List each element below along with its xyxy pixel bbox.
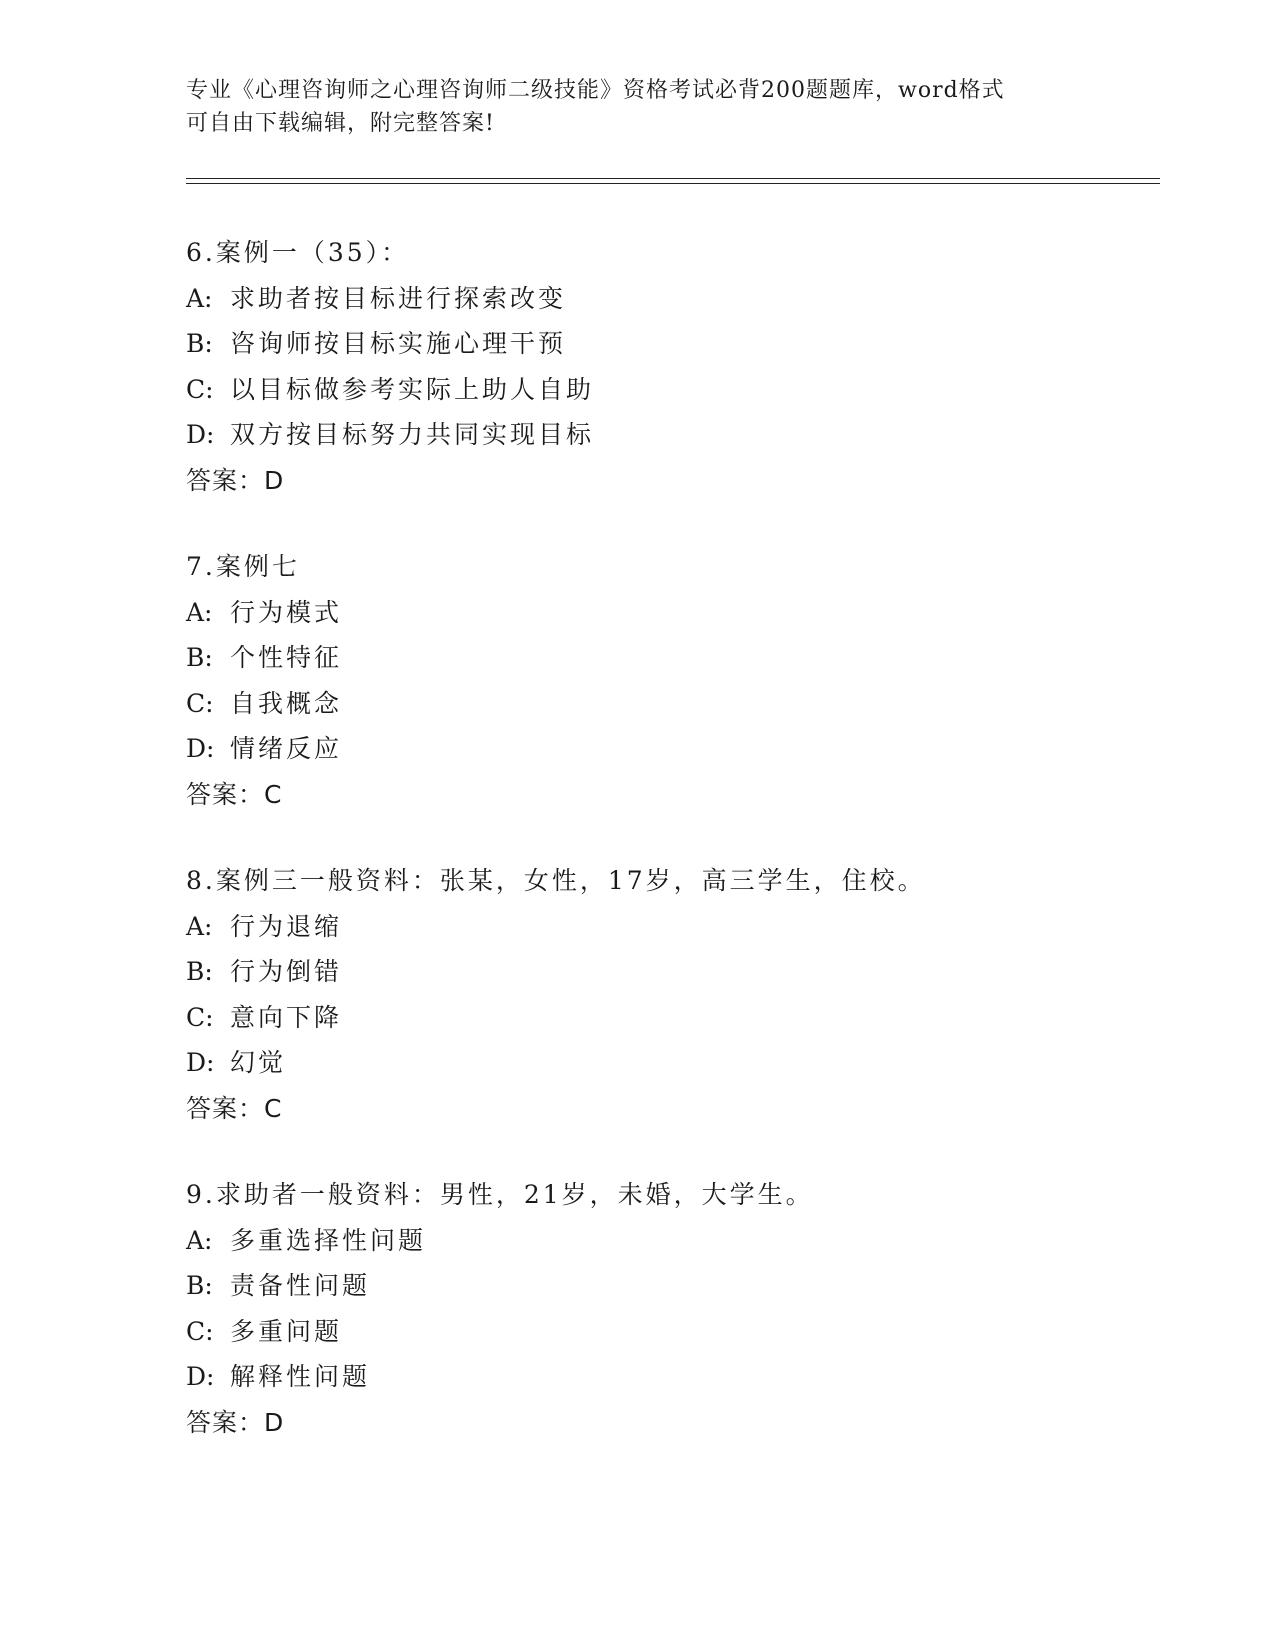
option-a: [186, 904, 1086, 950]
option-c: [186, 1309, 1086, 1355]
option-b: [186, 321, 1086, 367]
option-key: C:: [186, 688, 214, 718]
option-key: D:: [186, 734, 215, 763]
option-text: 多重问题: [230, 1316, 343, 1346]
header-line-2: 可自由下载编辑，附完整答案!: [186, 111, 495, 136]
question-8: [186, 858, 1086, 1131]
option-key: B:: [186, 1271, 213, 1300]
option-text: 幻觉: [230, 1048, 287, 1077]
option-b: [186, 949, 1086, 995]
answer-line: 答案：D: [186, 465, 285, 495]
option-a: [186, 590, 1086, 636]
option-key: D:: [186, 420, 215, 449]
header-divider-top: [186, 178, 1160, 179]
option-text: 自我概念: [230, 688, 343, 718]
option-key: B:: [186, 957, 213, 986]
option-text: 双方按目标努力共同实现目标: [230, 420, 595, 449]
option-text: 行为模式: [230, 597, 343, 627]
document-header: [186, 74, 1086, 140]
option-text: 求助者按目标进行探索改变: [230, 283, 567, 313]
header-divider-bottom: [186, 183, 1160, 184]
option-a: [186, 276, 1086, 322]
option-text: 以目标做参考实际上助人自助: [230, 374, 595, 404]
option-key: B:: [186, 643, 213, 672]
option-text: 咨询师按目标实施心理干预: [230, 329, 567, 358]
option-d: [186, 1354, 1086, 1400]
option-text: 情绪反应: [230, 734, 343, 763]
question-stem: 7.案例七: [186, 552, 300, 581]
option-c: [186, 367, 1086, 413]
option-key: A:: [186, 911, 213, 941]
option-key: C:: [186, 1002, 214, 1032]
option-text: 解释性问题: [230, 1362, 371, 1391]
question-6: [186, 230, 1086, 503]
option-key: A:: [186, 1225, 213, 1255]
option-text: 意向下降: [230, 1002, 343, 1032]
option-key: D:: [186, 1362, 215, 1391]
option-c: [186, 995, 1086, 1041]
question-stem: 6.案例一（35）：: [186, 238, 410, 267]
option-text: 行为退缩: [230, 911, 343, 941]
option-b: [186, 1263, 1086, 1309]
option-d: [186, 412, 1086, 458]
option-a: [186, 1218, 1086, 1264]
option-d: [186, 726, 1086, 772]
option-text: 多重选择性问题: [230, 1225, 427, 1255]
option-c: [186, 681, 1086, 727]
option-key: C:: [186, 1316, 214, 1346]
option-key: A:: [186, 597, 213, 627]
question-9: [186, 1172, 1086, 1445]
option-text: 责备性问题: [230, 1271, 371, 1300]
option-text: 个性特征: [230, 643, 343, 672]
option-key: B:: [186, 329, 213, 358]
answer-line: 答案：C: [186, 779, 283, 809]
header-line-1: 专业《心理咨询师之心理咨询师二级技能》资格考试必背200题题库，word格式: [186, 78, 1005, 103]
question-stem: 9.求助者一般资料：男性，21岁，未婚，大学生。: [186, 1180, 814, 1209]
question-7: [186, 544, 1086, 817]
option-key: A:: [186, 283, 213, 313]
option-key: C:: [186, 374, 214, 404]
option-d: [186, 1040, 1086, 1086]
option-key: D:: [186, 1048, 215, 1077]
answer-line: 答案：D: [186, 1407, 285, 1437]
option-b: [186, 635, 1086, 681]
answer-line: 答案：C: [186, 1093, 283, 1123]
option-text: 行为倒错: [230, 957, 343, 986]
question-stem: 8.案例三一般资料：张某，女性，17岁，高三学生，住校。: [186, 866, 926, 895]
